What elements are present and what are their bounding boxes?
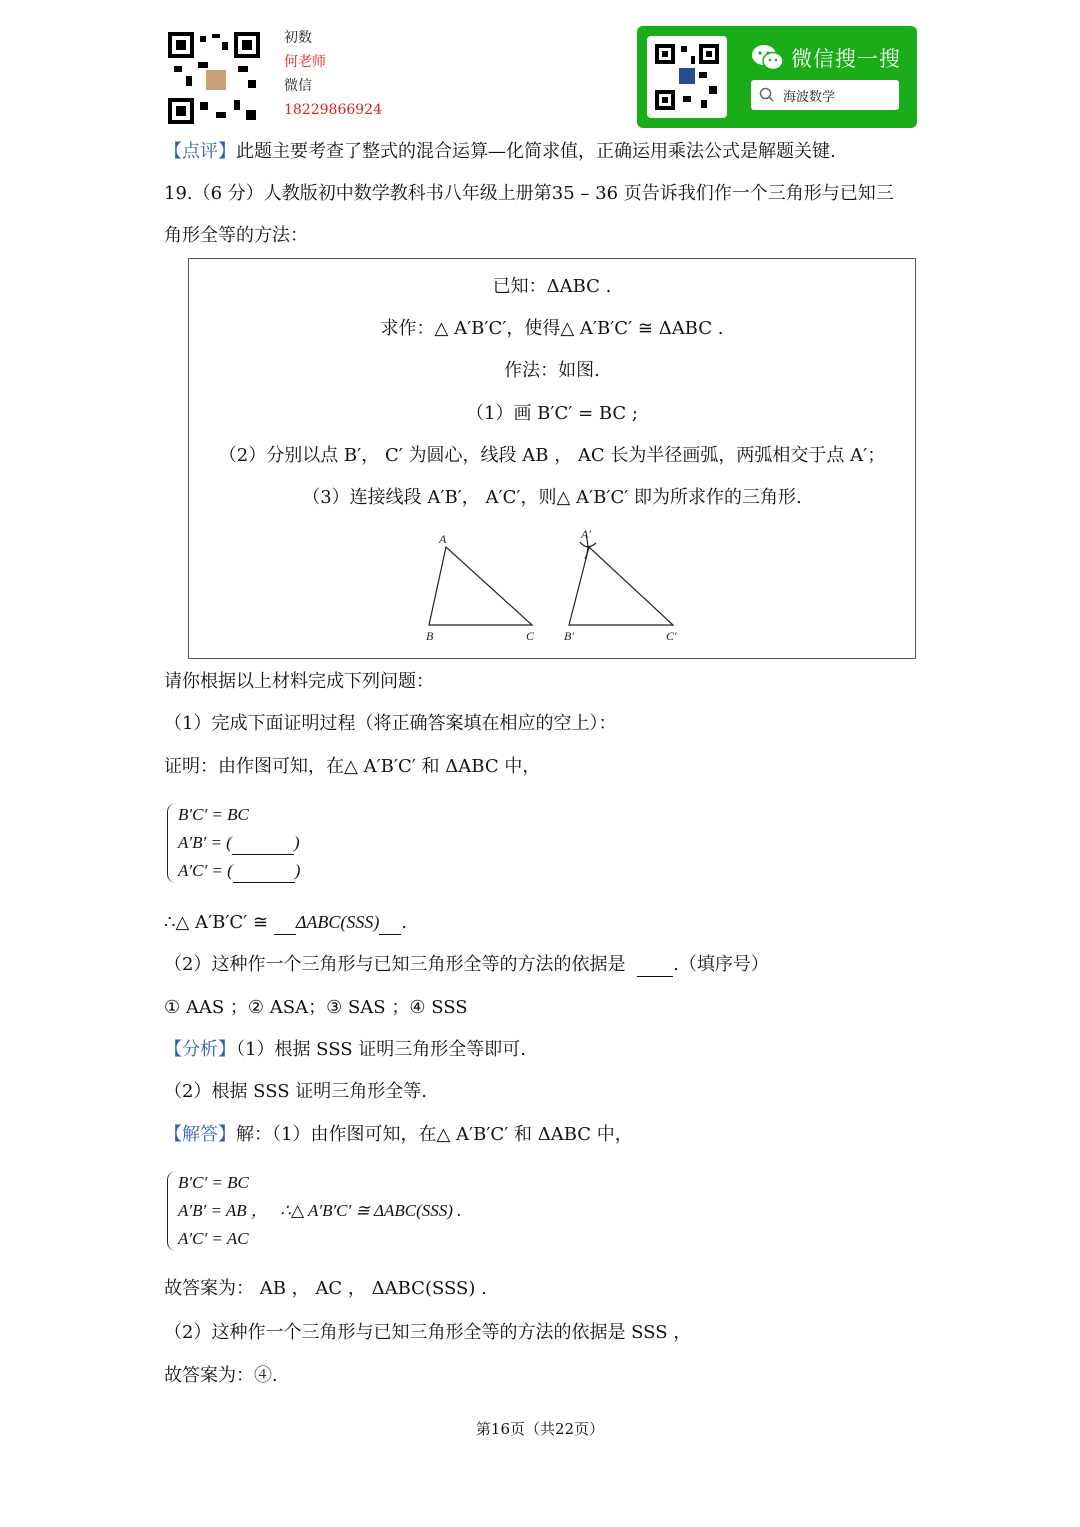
tasks-intro: 请你根据以上材料完成下列问题： [164, 671, 434, 692]
proof-ac-label: A′C′ = ( [178, 861, 233, 880]
answer-system-conclusion: ∴△ A′B′C′ ≅ ΔABC(SSS) . [280, 1201, 462, 1220]
wechat-search-query: 海波数学 [783, 90, 836, 105]
review-tag: 【点评】 [164, 141, 236, 162]
proof-system-brace [167, 803, 176, 883]
answer-system-line-1: B′C′ = BC [178, 1173, 249, 1192]
wechat-icon [751, 44, 785, 72]
box-method: 作法：如图. [504, 360, 600, 381]
review-line [164, 140, 836, 164]
box-step-2: （2）分别以点 B′， C′ 为圆心，线段 AB ， AC 长为半径画弧，两弧相交于点 A′； [218, 445, 886, 466]
box-construct: 求作：△ A′B′C′，使得△ A′B′C′ ≅ ΔABC . [380, 318, 724, 339]
options-line: ① AAS ；② ASA；③ SAS ；④ SSS [164, 997, 468, 1018]
proof-blank-ab[interactable] [232, 836, 294, 855]
box-given: 已知：ΔABC . [492, 276, 612, 297]
wechat-search-title: 微信搜一搜 [791, 47, 901, 71]
triangle-a2b2c2 [569, 535, 673, 625]
answer-line-2: （2）这种作一个三角形与已知三角形全等的方法的依据是 SSS ， [164, 1322, 692, 1343]
review-text: 此题主要考查了整式的混合运算—化简求值，正确运用乘法公式是解题关键. [236, 141, 836, 162]
triangle-abc [429, 547, 532, 625]
answer-tag: 【解答】 [164, 1124, 236, 1145]
answer-system-line-3: A′C′ = AC [178, 1229, 249, 1248]
proof-ac-close: ) [294, 861, 301, 880]
wechat-label: 微信 [284, 78, 312, 94]
box-step-1: （1）画 B′C′ = BC ; [466, 403, 638, 424]
part-2-blank[interactable] [637, 958, 673, 977]
page-footer: 第16页（共22页） [475, 1420, 605, 1438]
part-2-text: （2）这种作一个三角形与已知三角形全等的方法的依据是 [164, 954, 626, 975]
proof-ab-label: A′B′ = ( [178, 833, 232, 852]
answer-system-ab: A′B′ = AB ， [178, 1201, 268, 1220]
qr-code-left [168, 32, 260, 124]
question-line-1: 19.（6 分）人教版初中数学教科书八年级上册第35 – 36 页告诉我们作一个三角形与已知三 [164, 183, 894, 204]
proof-conclusion [164, 910, 407, 935]
label-b-prime: B′ [564, 629, 574, 643]
box-step-3: （3）连接线段 A′B′， A′C′，则△ A′B′C′ 即为所求作的三角形. [302, 487, 802, 508]
answer-result-1: 故答案为： AB ， AC ， ΔABC(SSS) . [164, 1278, 487, 1299]
triangle-figures [409, 529, 699, 649]
answer-result-2: 故答案为：④. [164, 1365, 278, 1386]
teacher-label: 初数 [284, 30, 312, 46]
label-c-prime: C′ [666, 629, 677, 643]
avatar [204, 68, 228, 92]
answer-system-brace [167, 1171, 176, 1251]
answer-line-1 [164, 1123, 633, 1147]
part-2-question [164, 953, 769, 977]
wechat-search-box[interactable] [751, 80, 899, 110]
label-a: A [439, 532, 447, 546]
teacher-name: 何老师 [284, 54, 326, 70]
question-line-2: 角形全等的方法： [164, 225, 308, 246]
qr-code-right [647, 36, 727, 118]
analysis-line-2: （2）根据 SSS 证明三角形全等. [164, 1081, 427, 1102]
conclusion-blank-left[interactable] [274, 916, 296, 935]
search-icon [759, 87, 775, 103]
proof-system-line-3 [178, 859, 300, 883]
answer-text-1: 解：（1）由作图可知，在△ A′B′C′ 和 ΔABC 中， [236, 1124, 633, 1145]
label-c: C [526, 629, 535, 643]
conclusion-filled: ΔABC(SSS) [295, 912, 380, 932]
conclusion-end: . [401, 912, 408, 933]
proof-intro: 证明：由作图可知，在△ A′B′C′ 和 ΔABC 中， [164, 756, 541, 777]
construction-box [188, 258, 916, 659]
proof-ab-close: ) [293, 833, 300, 852]
part-1-instruction: （1）完成下面证明过程（将正确答案填在相应的空上）： [164, 713, 617, 734]
analysis-text-1: （1）根据 SSS 证明三角形全等即可. [236, 1039, 526, 1060]
proof-blank-ac[interactable] [233, 864, 295, 883]
teacher-info [284, 26, 382, 122]
proof-system-line-2 [178, 831, 300, 855]
analysis-line-1 [164, 1038, 526, 1062]
answer-system-line-2 [178, 1199, 461, 1223]
part-2-end: .（填序号） [673, 954, 769, 975]
phone-number: 18229866924 [284, 102, 382, 118]
proof-system-line-1: B′C′ = BC [178, 805, 249, 824]
label-b: B [426, 629, 434, 643]
conclusion-blank-right[interactable] [379, 916, 401, 935]
label-a-prime: A′ [581, 529, 591, 541]
conclusion-start: ∴△ A′B′C′ ≅ [164, 912, 269, 933]
wechat-search-banner[interactable] [637, 26, 917, 128]
analysis-tag: 【分析】 [164, 1039, 236, 1060]
